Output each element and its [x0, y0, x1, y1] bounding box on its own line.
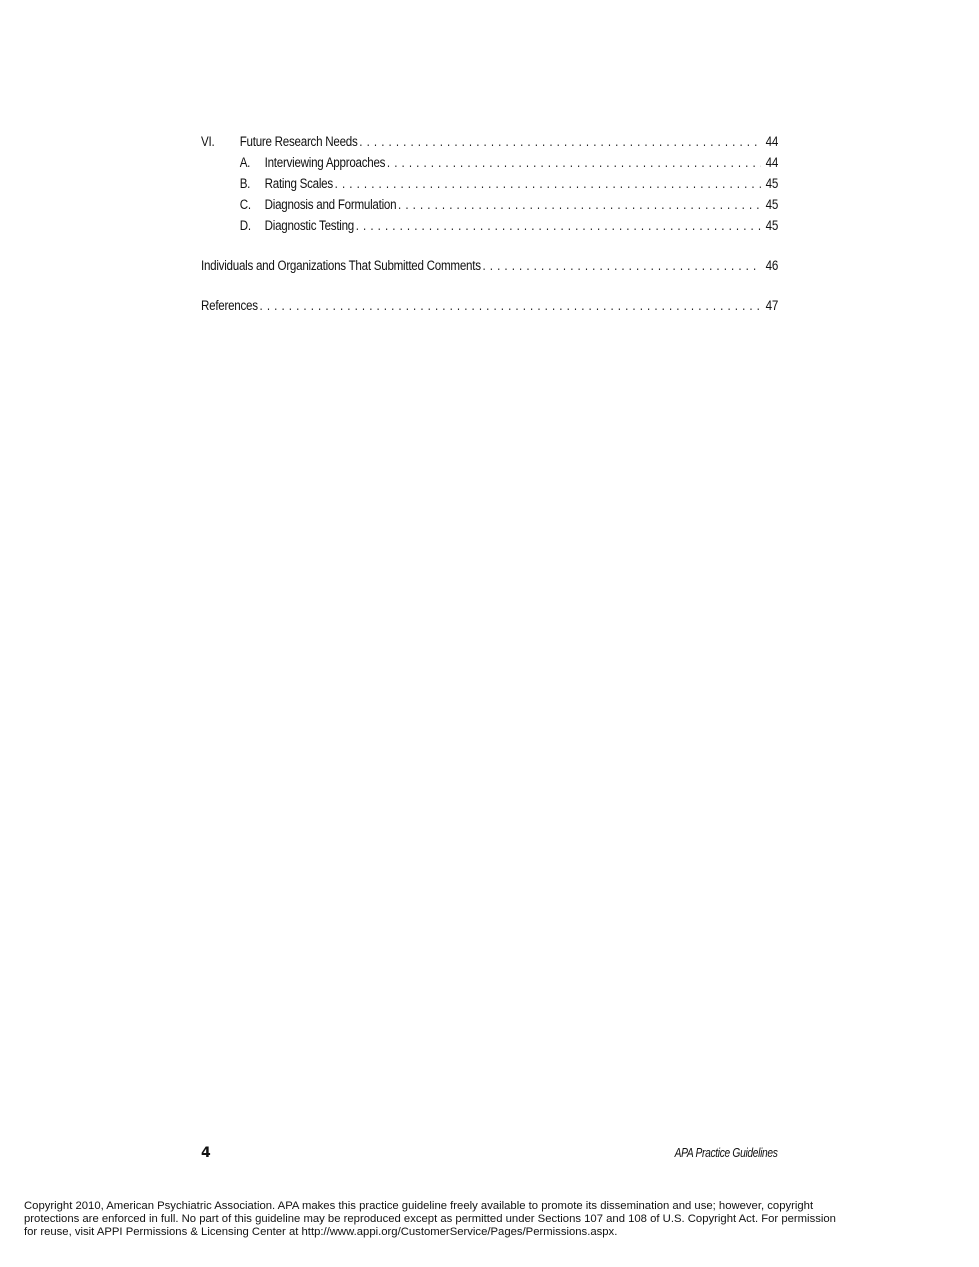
toc-entry-section-vi: [201, 131, 778, 152]
toc-entry-sub-a: [201, 152, 778, 173]
toc-entry-label: Future Research Needs: [239, 134, 358, 149]
toc-entry-page: 44: [765, 134, 779, 149]
toc-entry-number: D.: [239, 218, 251, 233]
toc-entry-page: 45: [765, 176, 779, 191]
copyright-line: protections are enforced in full. No part of this guideline may be reproduced except as permitted under Sections 107 and 108 of U.S. Copyright Act. For permission: [24, 1213, 836, 1225]
toc-entry-label: Diagnosis and Formulation: [264, 197, 397, 212]
toc-entry-sub-d: [201, 215, 778, 236]
toc-entry-page: 45: [765, 197, 779, 212]
toc-entry-label: Diagnostic Testing: [264, 218, 355, 233]
toc-entry-label: References: [201, 298, 258, 313]
toc-entry-page: 46: [765, 258, 779, 273]
table-of-contents: [201, 131, 779, 316]
dot-leader: [359, 131, 761, 152]
toc-entry-page: 45: [765, 218, 779, 233]
copyright-line: Copyright 2010, American Psychiatric Association. APA makes this practice guideline freely available to promote its dissemination and use; however, copyright: [24, 1200, 814, 1212]
toc-entry-page: 47: [765, 298, 779, 313]
toc-entry-number: B.: [239, 176, 251, 191]
toc-entry-number: VI.: [201, 134, 215, 149]
toc-entry-sub-c: [201, 194, 778, 215]
running-title: APA Practice Guidelines: [675, 1146, 778, 1160]
dot-leader: [398, 194, 761, 215]
toc-entry-label: Rating Scales: [264, 176, 333, 191]
toc-entry-label: Interviewing Approaches: [264, 155, 386, 170]
page-number: 4: [201, 1145, 211, 1161]
toc-entry-page: 44: [765, 155, 779, 170]
dot-leader: [356, 215, 761, 236]
toc-entry-label: Individuals and Organizations That Submitted Comments: [201, 258, 481, 273]
dot-leader: [260, 295, 761, 316]
dot-leader: [482, 255, 760, 276]
copyright-line: for reuse, visit APPI Permissions & Licensing Center at http://www.appi.org/CustomerService/Pages/Permissions.aspx.: [24, 1226, 618, 1238]
dot-leader: [387, 152, 761, 173]
toc-entry-number: C.: [239, 197, 251, 212]
dot-leader: [335, 173, 761, 194]
copyright-notice: [24, 1200, 959, 1239]
toc-entry-individuals: [201, 255, 778, 276]
toc-entry-sub-b: [201, 173, 778, 194]
toc-entry-number: A.: [239, 155, 251, 170]
toc-entry-references: [201, 295, 778, 316]
